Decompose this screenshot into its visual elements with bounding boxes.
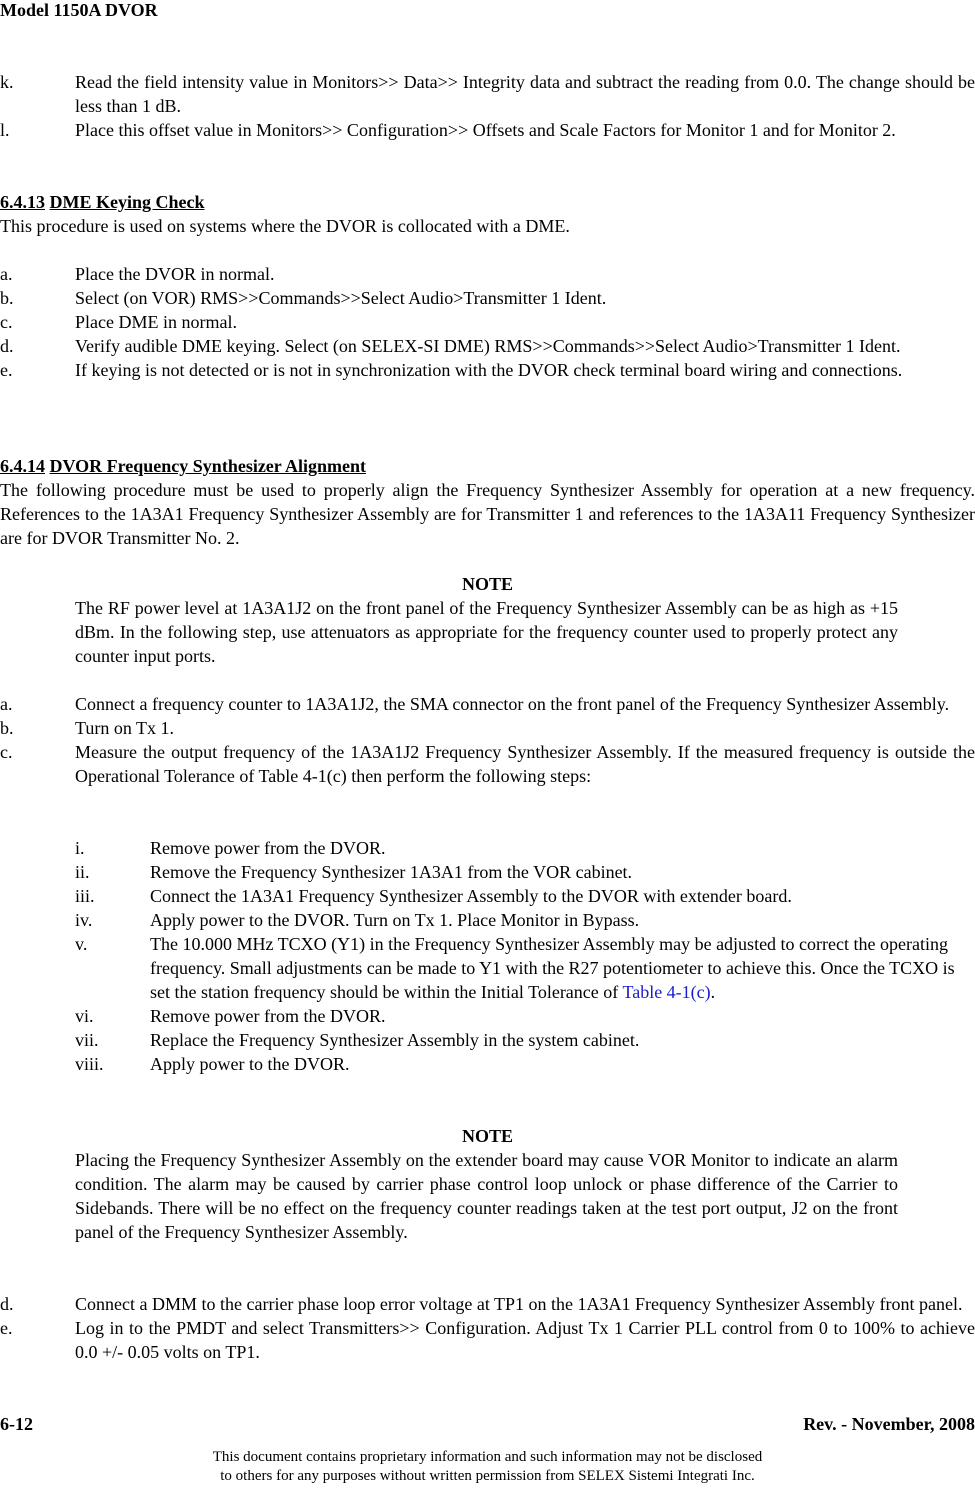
- disclaimer-line: This document contains proprietary information and such information may not be disclosed: [212, 1449, 763, 1465]
- list-item: [0, 358, 975, 382]
- substep-label: iii.: [75, 886, 95, 906]
- step-label: l.: [0, 120, 10, 140]
- step-label: b.: [0, 718, 14, 738]
- step-label: c.: [0, 742, 13, 762]
- step-text: Place the DVOR in normal.: [75, 264, 275, 284]
- substep-text-body: The 10.000 MHz TCXO (Y1) in the Frequency Synthesizer Assembly may be adjusted to correct the operating frequency. Small adjustments can be made to Y1 with the R27 potentiometer to achieve this. Once the TCXO is set the station frequency should be within the Initial Tolerance of: [150, 934, 955, 1002]
- substep-text: Replace the Frequency Synthesizer Assembly in the system cabinet.: [150, 1030, 640, 1050]
- synth-substeps: [0, 836, 975, 1076]
- step-label: a.: [0, 264, 13, 284]
- top-steps: [0, 70, 975, 142]
- section-6-4-14: [0, 454, 975, 550]
- list-item: [0, 860, 975, 884]
- substep-text: [150, 932, 975, 1004]
- note-block-1: [0, 572, 975, 668]
- list-item: [0, 1292, 975, 1316]
- synth-steps-abc: [0, 692, 975, 788]
- revision-date: Rev. - November, 2008: [803, 1414, 975, 1434]
- note-block-2: [0, 1124, 975, 1244]
- step-text: If keying is not detected or is not in synchronization with the DVOR check terminal board wiring and connections.: [75, 360, 903, 380]
- list-item: [0, 1316, 975, 1364]
- section-number: 6.4.14: [0, 456, 45, 476]
- substep-text-end: .: [710, 982, 716, 1002]
- substep-label: ii.: [75, 862, 90, 882]
- step-text: Read the field intensity value in Monitors>> Data>> Integrity data and subtract the reading from 0.0. The change should be less than 1 dB.: [75, 72, 975, 116]
- step-text: Turn on Tx 1.: [75, 718, 175, 738]
- list-item: [0, 836, 975, 860]
- step-label: d.: [0, 1294, 14, 1314]
- list-item: [0, 908, 975, 932]
- substep-label: v.: [75, 934, 88, 954]
- section-heading: [0, 190, 975, 214]
- page-number: 6-12: [0, 1414, 33, 1434]
- section-number: 6.4.13: [0, 192, 45, 212]
- list-item: [0, 1052, 975, 1076]
- list-item: [0, 692, 975, 716]
- list-item: [0, 334, 975, 358]
- step-text: Log in to the PMDT and select Transmitters>> Configuration. Adjust Tx 1 Carrier PLL control from 0 to 100% to achieve 0.0 +/- 0.05 volts on TP1.: [75, 1318, 975, 1362]
- section-6-4-13: [0, 190, 975, 238]
- note-text: The RF power level at 1A3A1J2 on the front panel of the Frequency Synthesizer Assembly can be as high as +15 dBm. In the following step, use attenuators as appropriate for the frequency counter used to properly protect any counter input ports.: [75, 598, 898, 666]
- step-text: Place this offset value in Monitors>> Configuration>> Offsets and Scale Factors for Monitor 1 and for Monitor 2.: [75, 120, 896, 140]
- list-item: [0, 1028, 975, 1052]
- substep-text: Apply power to the DVOR.: [150, 1054, 350, 1074]
- step-label: a.: [0, 694, 13, 714]
- step-text: Verify audible DME keying. Select (on SELEX-SI DME) RMS>>Commands>>Select Audio>Transmitter 1 Ident.: [75, 336, 901, 356]
- list-item: [0, 740, 975, 788]
- step-label: b.: [0, 288, 14, 308]
- proprietary-disclaimer: [0, 1448, 975, 1486]
- section-intro: The following procedure must be used to properly align the Frequency Synthesizer Assembly for operation at a new frequency. References to the 1A3A1 Frequency Synthesizer Assembly are for Transmitter 1 and references to the 1A3A11 Frequency Synthesizer are for DVOR Transmitter No. 2.: [0, 480, 975, 548]
- note-title: NOTE: [461, 574, 513, 594]
- disclaimer-line: to others for any purposes without written permission from SELEX Sistemi Integrati Inc.: [220, 1468, 755, 1484]
- section-heading: [0, 454, 975, 478]
- step-text: Measure the output frequency of the 1A3A1J2 Frequency Synthesizer Assembly. If the measured frequency is outside the Operational Tolerance of Table 4-1(c) then perform the following steps:: [75, 742, 975, 786]
- substep-text: Apply power to the DVOR. Turn on Tx 1. Place Monitor in Bypass.: [150, 910, 640, 930]
- step-label: c.: [0, 312, 13, 332]
- step-text: Place DME in normal.: [75, 312, 237, 332]
- substep-text: Connect the 1A3A1 Frequency Synthesizer Assembly to the DVOR with extender board.: [150, 886, 792, 906]
- list-item: [0, 286, 975, 310]
- synth-steps-de: [0, 1292, 975, 1364]
- step-label: k.: [0, 72, 14, 92]
- list-item: [0, 932, 975, 1004]
- substep-label: iv.: [75, 910, 93, 930]
- substep-text: Remove power from the DVOR.: [150, 1006, 386, 1026]
- step-text: Connect a frequency counter to 1A3A1J2, the SMA connector on the front panel of the Frequency Synthesizer Assembly.: [75, 694, 950, 714]
- note-text: Placing the Frequency Synthesizer Assembly on the extender board may cause VOR Monitor to indicate an alarm condition. The alarm may be caused by carrier phase control loop unlock or phase difference of the Carrier to Sidebands. There will be no effect on the frequency counter readings taken at the test port output, J2 on the front panel of the Frequency Synthesizer Assembly.: [75, 1150, 898, 1242]
- list-item: [0, 716, 975, 740]
- list-item: [0, 118, 975, 142]
- step-text: Select (on VOR) RMS>>Commands>>Select Audio>Transmitter 1 Ident.: [75, 288, 607, 308]
- substep-label: vi.: [75, 1006, 94, 1026]
- running-header: Model 1150A DVOR: [0, 0, 158, 20]
- step-label: d.: [0, 336, 14, 356]
- list-item: [0, 310, 975, 334]
- substep-label: viii.: [75, 1054, 104, 1074]
- step-text: Connect a DMM to the carrier phase loop error voltage at TP1 on the 1A3A1 Frequency Synthesizer Assembly front panel.: [75, 1294, 963, 1314]
- section-intro: This procedure is used on systems where the DVOR is collocated with a DME.: [0, 216, 570, 236]
- list-item: [0, 1004, 975, 1028]
- step-label: e.: [0, 1318, 13, 1338]
- list-item: [0, 70, 975, 118]
- list-item: [0, 884, 975, 908]
- dme-steps: [0, 262, 975, 382]
- substep-text: Remove power from the DVOR.: [150, 838, 386, 858]
- table-reference-link[interactable]: Table 4-1(c): [622, 982, 711, 1002]
- substep-label: vii.: [75, 1030, 99, 1050]
- substep-text: Remove the Frequency Synthesizer 1A3A1 from the VOR cabinet.: [150, 862, 633, 882]
- step-label: e.: [0, 360, 13, 380]
- section-title: DME Keying Check: [49, 192, 205, 212]
- note-title: NOTE: [461, 1126, 513, 1146]
- section-title: DVOR Frequency Synthesizer Alignment: [49, 456, 366, 476]
- list-item: [0, 262, 975, 286]
- substep-label: i.: [75, 838, 85, 858]
